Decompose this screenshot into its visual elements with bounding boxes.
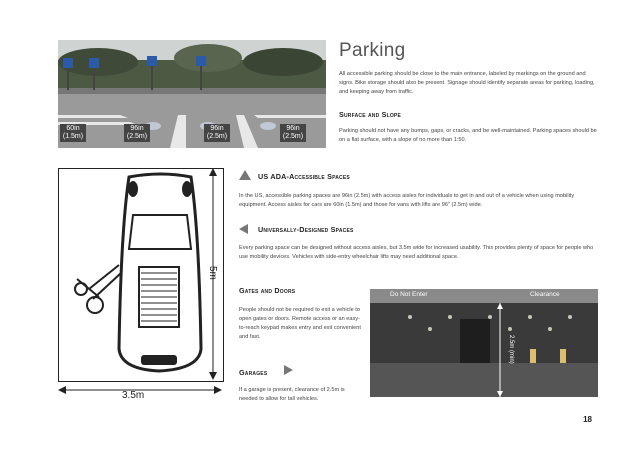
gates-text: People should not be required to exit a vehicle to open gates or doors. Remote access or an easy-to-reach keypad makes entry and exit convenient and fast.	[239, 307, 361, 340]
label-top: 96in	[130, 125, 144, 132]
ada-text: In the US, accessible parking spaces are 96in (2.5m) with access aisles for individuals to get in and out of a vehicle when using mobility equipment. Access aisles for cars are 60in (1.5m) and those for vans with lifts are 96" (2.5m) wide.	[239, 193, 575, 208]
triangle-up-icon	[239, 170, 251, 180]
parking-lot-photo	[58, 40, 326, 148]
gates-heading: Gates and Doors	[239, 286, 296, 295]
page-number: 18	[583, 415, 592, 424]
garages-heading: Garages	[239, 368, 268, 377]
triangle-right-icon	[284, 365, 293, 375]
photo-label-space-2	[204, 124, 230, 142]
label-top: 60in	[66, 125, 80, 132]
label-bottom: (2.5m)	[206, 133, 228, 140]
photo-label-aisle	[60, 124, 86, 142]
triangle-left-icon	[239, 224, 248, 234]
label-bottom: (2.5m)	[282, 133, 304, 140]
garages-text: If a garage is present, clearance of 2.5m is needed to allow for tall vehicles.	[239, 387, 345, 402]
label-top: 96in	[286, 125, 300, 132]
photo-label-space-3	[280, 124, 306, 142]
ada-heading: US ADA-Accessible Spaces	[258, 172, 350, 181]
photo-label-space-1	[124, 124, 150, 142]
garage-entrance-photo	[370, 289, 598, 397]
surface-text: Parking should not have any bumps, gaps, or cracks, and be well-maintained. Parking spaces should be on a flat surface, with a slope of no more than 1:50.	[339, 128, 597, 143]
label-bottom: (1.5m)	[62, 133, 84, 140]
intro-text: All accessible parking should be close to the main entrance, labeled by markings on the ground and signs. Bike storage should also be present. Signage should identify separate areas for parking, loading, and keeping away from traffic.	[339, 71, 595, 95]
label-bottom: (2.5m)	[126, 133, 148, 140]
surface-heading: Surface and Slope	[339, 110, 401, 119]
length-label: 5m	[207, 266, 218, 280]
label-top: 96in	[210, 125, 224, 132]
clearance-sign: Clearance	[530, 291, 560, 298]
page-title: Parking	[339, 40, 406, 61]
car-diagram	[58, 168, 224, 382]
universal-text: Every parking space can be designed without access aisles, but 3.5m wide for increased usability. This provides plenty of space for people who use mobility devices. Vehicles with side-entry wheelchair lifts may need additional space.	[239, 245, 594, 260]
width-label: 3.5m	[122, 390, 145, 401]
clearance-height-label: 2.5m (min)	[508, 335, 514, 364]
do-not-enter-sign: Do Not Enter	[390, 291, 428, 298]
universal-heading: Universally-Designed Spaces	[258, 225, 354, 234]
